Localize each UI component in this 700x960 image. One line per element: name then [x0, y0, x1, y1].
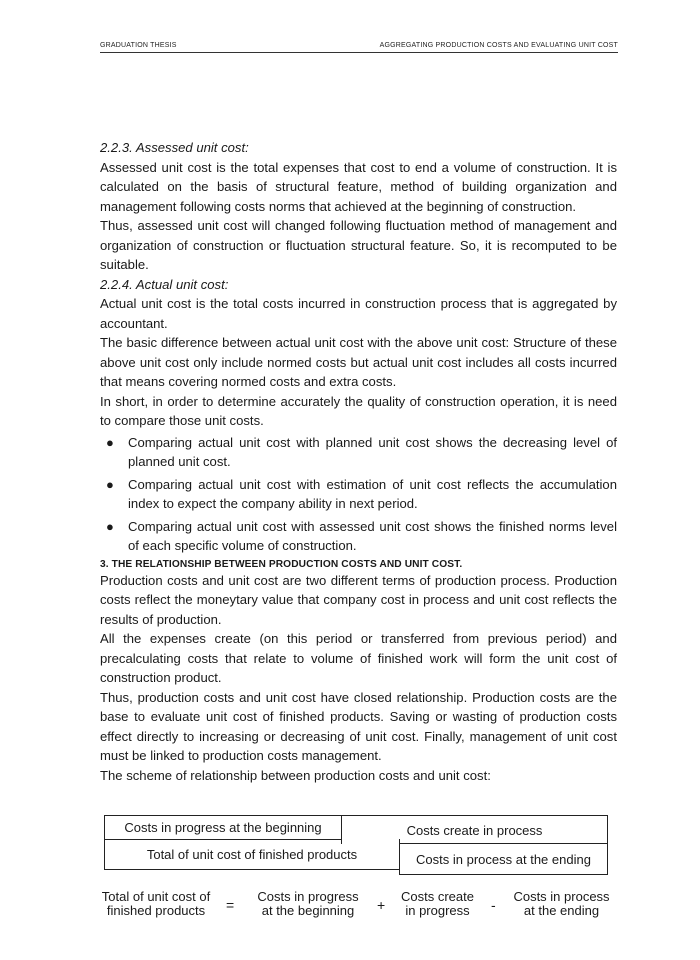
assessed-paragraph-1: Assessed unit cost is the total expenses that cost to end a volume of construction. It is calculated on the basis of structural feature, method of building organization and management following costs norms that achieved at the beginning of construction. [100, 159, 617, 214]
list-item [100, 433, 617, 472]
unit-cost-formula [95, 890, 620, 922]
formula-term-line: Costs in process [513, 889, 610, 904]
formula-plus: + [377, 897, 386, 913]
list-item-text: Comparing actual unit cost with planned unit cost shows the decreasing level of planned unit cost. [128, 434, 617, 469]
bullet-icon: ● [106, 434, 114, 450]
formula-term-line: at the beginning [261, 903, 355, 918]
actual-paragraph-1: Actual unit cost is the total costs incurred in construction process that is aggregated by accountant. [100, 296, 617, 331]
header-chapter-title: AGGREGATING PRODUCTION COSTS AND EVALUATING UNIT COST [379, 42, 618, 49]
scheme-box-ending: Costs in process at the ending [399, 843, 608, 875]
scheme-box-create: Costs create in process [341, 815, 608, 844]
section-assessed-title: 2.2.3. Assessed unit cost: [100, 140, 249, 155]
list-item [100, 475, 617, 514]
formula-term-line: Total of unit cost of [101, 889, 211, 904]
formula-term-create [390, 890, 485, 918]
relationship-paragraph-2: All the expenses create (on this period or transferred from previous period) and precalculating costs that relate to volume of finished work will form the unit cost of construction product. [100, 631, 617, 685]
running-header [100, 41, 618, 53]
formula-term-beginning [247, 890, 369, 918]
list-item [100, 517, 617, 556]
actual-paragraph-2: The basic difference between actual unit cost with the above unit cost: Structure of these above unit cost only include normed costs but actual unit cost includes all costs incurred that means covering normed costs and extra costs. [100, 335, 617, 389]
comparison-list [100, 433, 617, 556]
formula-minus: - [491, 897, 496, 913]
formula-term-line: Costs in progress [257, 889, 359, 904]
scheme-box-beginning: Costs in progress at the beginning [104, 815, 342, 840]
section-actual-title: 2.2.4. Actual unit cost: [100, 276, 229, 292]
actual-paragraph-3: In short, in order to determine accurately the quality of construction operation, it is need to compare those unit costs. [100, 393, 617, 428]
scheme-box-total: Total of unit cost of finished products [104, 839, 400, 870]
relationship-paragraph-4: The scheme of relationship between production costs and unit cost: [100, 767, 491, 783]
formula-term-line: Costs create [401, 889, 474, 904]
bullet-icon: ● [106, 476, 114, 492]
formula-equals: = [226, 897, 235, 913]
formula-term-ending [503, 890, 620, 918]
formula-term-line: finished products [106, 903, 206, 918]
relationship-paragraph-3: Thus, production costs and unit cost have closed relationship. Production costs are the base to evaluate unit cost of finished products. Saving or wasting of production costs effect directly to increasing or decreasing of unit cost. Finally, management of unit cost must be linked to production costs management. [100, 689, 617, 763]
relationship-paragraph-1: Production costs and unit cost are two different terms of production process. Production costs reflect the moneytary value that company cost in process and unit cost reflects the results of production. [100, 572, 617, 627]
section-3-heading: 3. THE RELATIONSHIP BETWEEN PRODUCTION COSTS AND UNIT COST. [100, 558, 463, 570]
assessed-paragraph-2: Thus, assessed unit cost will changed following fluctuation method of management and organization of construction or fluctuation structural feature. So, it is recomputed to be suitable. [100, 218, 617, 272]
header-thesis-label: GRADUATION THESIS [100, 42, 177, 49]
list-item-text: Comparing actual unit cost with estimation of unit cost reflects the accumulation index to expect the company ability in next period. [128, 476, 617, 511]
bullet-icon: ● [106, 518, 114, 534]
formula-term-total [95, 890, 217, 918]
relationship-scheme [104, 815, 608, 875]
page-body [100, 138, 617, 785]
formula-term-line: in progress [405, 903, 470, 918]
list-item-text: Comparing actual unit cost with assessed unit cost shows the finished norms level of each specific volume of construction. [128, 518, 617, 553]
formula-term-line: at the ending [523, 903, 600, 918]
